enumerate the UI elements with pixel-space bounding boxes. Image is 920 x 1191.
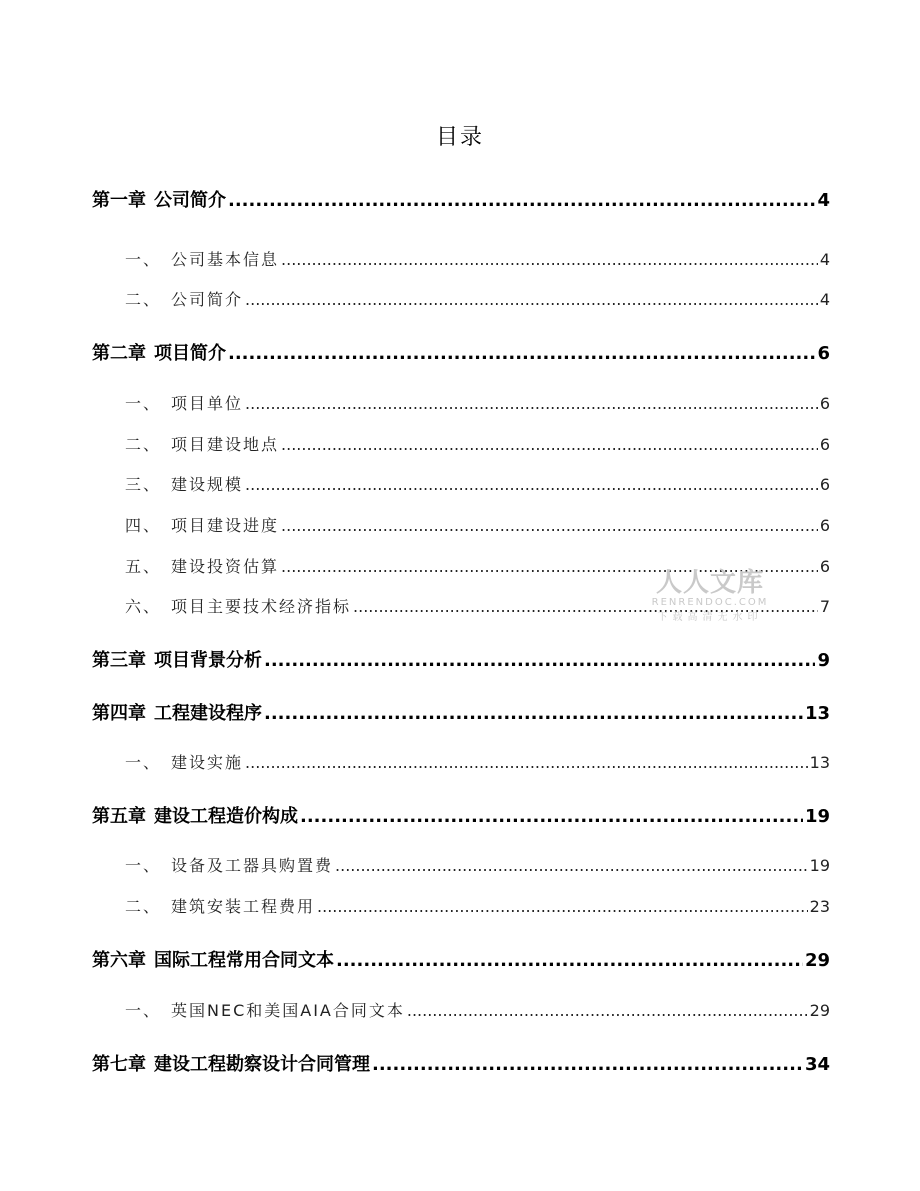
- toc-chapter-entry[interactable]: [92, 699, 830, 725]
- watermark-main: 人人文库: [655, 568, 764, 598]
- toc-entry-number: 三、: [125, 475, 162, 494]
- toc-entry-number: 五、: [125, 557, 162, 576]
- toc-entry-label: 项目单位: [171, 394, 244, 413]
- toc-page-number: 9: [817, 650, 830, 671]
- toc-page-number: 23: [809, 897, 830, 916]
- toc-page-number: 4: [817, 190, 830, 211]
- toc-entry-number: 第三章: [92, 650, 146, 671]
- watermark-tag: 下载高清无水印: [657, 612, 763, 623]
- watermark-sub: RENRENDOC.COM: [651, 597, 769, 608]
- toc-chapter-entry[interactable]: [92, 186, 830, 212]
- toc-entry-label: 项目建设地点: [171, 435, 280, 454]
- toc-section-entry[interactable]: [125, 513, 830, 536]
- toc-page-number: 19: [809, 856, 830, 875]
- toc-dot-leader: [264, 703, 803, 724]
- toc-entry-number: 第七章: [92, 1054, 146, 1075]
- toc-section-entry[interactable]: [125, 391, 830, 414]
- toc-entry-label: 公司简介: [171, 290, 244, 309]
- toc-dot-leader: [300, 806, 803, 827]
- toc-entry-label: 英国NEC和美国AIA合同文本: [171, 1001, 405, 1020]
- toc-entry-label: 建设投资估算: [171, 557, 280, 576]
- toc-dot-leader: [317, 897, 808, 916]
- toc-entry-number: 第一章: [92, 190, 146, 211]
- toc-entry-number: 一、: [125, 753, 162, 772]
- toc-dot-leader: [245, 290, 818, 309]
- toc-section-entry[interactable]: [125, 750, 830, 773]
- toc-section-entry[interactable]: [125, 853, 830, 876]
- toc-page-number: 19: [804, 806, 830, 827]
- toc-dot-leader: [372, 1054, 803, 1075]
- toc-entry-number: 一、: [125, 1001, 162, 1020]
- toc-page-number: 13: [809, 753, 830, 772]
- toc-dot-leader: [281, 516, 818, 535]
- toc-entry-number: 第六章: [92, 950, 146, 971]
- toc-entry-number: 二、: [125, 435, 162, 454]
- toc-entry-number: 六、: [125, 597, 162, 616]
- toc-entry-label: 设备及工器具购置费: [171, 856, 334, 875]
- toc-section-entry[interactable]: [125, 472, 830, 495]
- toc-chapter-entry[interactable]: [92, 1050, 830, 1076]
- toc-dot-leader: [245, 475, 818, 494]
- toc-chapter-entry[interactable]: [92, 802, 830, 828]
- toc-section-entry[interactable]: [125, 287, 830, 310]
- toc-entry-label: 建设工程造价构成: [154, 806, 298, 827]
- toc-entry-number: 第四章: [92, 703, 146, 724]
- toc-dot-leader: [336, 950, 803, 971]
- toc-entry-label: 建设实施: [171, 753, 244, 772]
- toc-dot-leader: [264, 650, 815, 671]
- toc-entry-number: 第二章: [92, 343, 146, 364]
- toc-page-number: 29: [809, 1001, 830, 1020]
- toc-entry-label: 项目建设进度: [171, 516, 280, 535]
- toc-section-entry[interactable]: [125, 998, 830, 1021]
- toc-page-number: 4: [819, 290, 830, 309]
- toc-dot-leader: [228, 190, 815, 211]
- toc-chapter-entry[interactable]: [92, 646, 830, 672]
- toc-entry-label: 项目主要技术经济指标: [171, 597, 352, 616]
- toc-page-number: 6: [819, 394, 830, 413]
- toc-entry-label: 建设工程勘察设计合同管理: [154, 1054, 370, 1075]
- toc-entry-label: 项目背景分析: [154, 650, 262, 671]
- toc-page-number: 4: [819, 250, 830, 269]
- toc-dot-leader: [245, 753, 808, 772]
- toc-entry-number: 四、: [125, 516, 162, 535]
- toc-page-number: 6: [819, 516, 830, 535]
- toc-entry-label: 国际工程常用合同文本: [154, 950, 334, 971]
- toc-entry-label: 建设规模: [171, 475, 244, 494]
- toc-dot-leader: [228, 343, 815, 364]
- watermark: [646, 562, 774, 623]
- toc-dot-leader: [407, 1001, 808, 1020]
- toc-entry-number: 一、: [125, 856, 162, 875]
- toc-chapter-entry[interactable]: [92, 339, 830, 365]
- toc-entry-number: 二、: [125, 290, 162, 309]
- toc-page-number: 6: [819, 557, 830, 576]
- toc-dot-leader: [245, 394, 818, 413]
- page-title: 目录: [435, 125, 484, 150]
- toc-page-number: 34: [804, 1054, 830, 1075]
- toc-entry-number: 一、: [125, 250, 162, 269]
- toc-section-entry[interactable]: [125, 432, 830, 455]
- toc-page-number: 6: [817, 343, 830, 364]
- toc-page-number: 6: [819, 475, 830, 494]
- toc-chapter-entry[interactable]: [92, 946, 830, 972]
- toc-page-number: 6: [819, 435, 830, 454]
- toc-page-number: 13: [804, 703, 830, 724]
- toc-dot-leader: [335, 856, 808, 875]
- toc-entry-label: 建筑安装工程费用: [171, 897, 316, 916]
- toc-dot-leader: [281, 435, 818, 454]
- toc-dot-leader: [281, 250, 818, 269]
- toc-section-entry[interactable]: [125, 894, 830, 917]
- toc-entry-number: 第五章: [92, 806, 146, 827]
- toc-entry-number: 一、: [125, 394, 162, 413]
- toc-page-number: 7: [819, 597, 830, 616]
- toc-entry-label: 公司简介: [154, 190, 226, 211]
- toc-entry-label: 项目简介: [154, 343, 226, 364]
- toc-entry-label: 工程建设程序: [154, 703, 262, 724]
- toc-page-number: 29: [804, 950, 830, 971]
- toc-entry-number: 二、: [125, 897, 162, 916]
- toc-entry-label: 公司基本信息: [171, 250, 280, 269]
- toc-section-entry[interactable]: [125, 247, 830, 270]
